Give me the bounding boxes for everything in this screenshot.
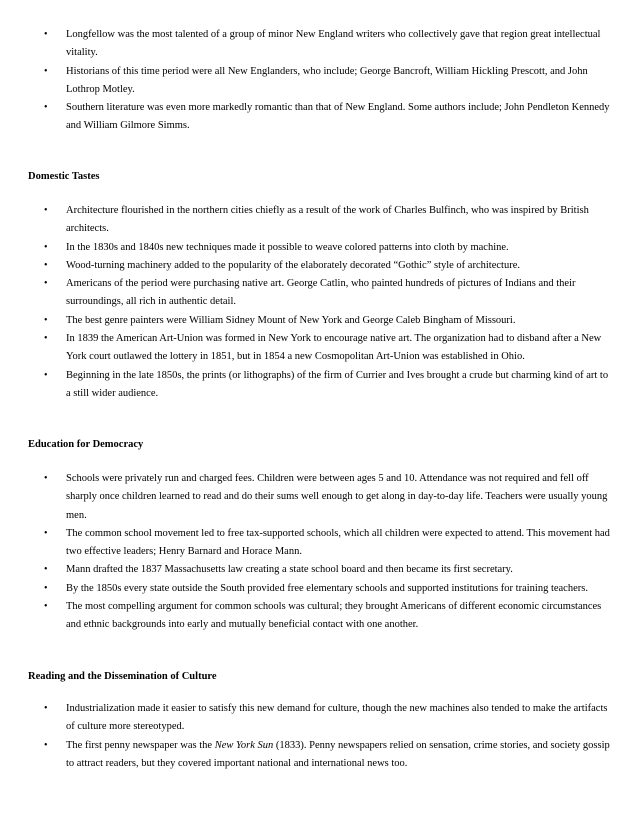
list-item: • In the 1830s and 1840s new techniques made it possible to weave colored patterns into cloth by machine. xyxy=(0,239,638,257)
list-item: • The most compelling argument for common schools was cultural; they brought Americans of different economic circumstances and ethnic backgrounds into early and mutually beneficial contact with one another. xyxy=(0,598,638,635)
bullet-icon: • xyxy=(44,564,48,576)
bullet-icon: • xyxy=(44,739,48,751)
bullet-icon: • xyxy=(44,601,48,613)
section-heading-reading-dissemination: Reading and the Dissemination of Culture xyxy=(28,671,217,682)
bullet-icon: • xyxy=(44,205,48,216)
bullet-icon: • xyxy=(44,473,48,484)
list-item: • The common school movement led to free tax-supported schools, which all children were expected to attend. This movement had two effective leaders; Henry Barnard and Horace Mann. xyxy=(0,525,638,562)
domestic-tastes-bullet-list xyxy=(0,202,638,403)
list-item: • Industrialization made it easier to satisfy this new demand for culture, though the new machines also tended to make the artifacts of culture more stereotyped. xyxy=(0,700,638,737)
bullet-icon: • xyxy=(44,333,48,345)
bullet-icon: • xyxy=(44,527,48,539)
bullet-icon: • xyxy=(44,314,48,326)
bullet-icon: • xyxy=(44,241,48,253)
reading-bullet-list xyxy=(0,700,638,773)
section-heading-domestic-tastes: Domestic Tastes xyxy=(28,171,100,182)
bullet-icon: • xyxy=(44,278,48,290)
section-heading-education-for-democracy: Education for Democracy xyxy=(28,439,144,450)
intro-bullet-list xyxy=(0,26,638,136)
newspaper-title: New York Sun xyxy=(214,739,274,751)
list-item: • Americans of the period were purchasing native art. George Catlin, who painted hundreds of pictures of Indians and their surroundings, all rich in authentic detail. xyxy=(0,275,638,312)
list-item: • Historians of this time period were all New Englanders, who include; George Bancroft, William Hickling Prescott, and John Lothrop Motley. xyxy=(0,63,638,100)
bullet-icon: • xyxy=(44,703,48,714)
list-item: • Beginning in the late 1850s, the prints (or lithographs) of the firm of Currier and Ives brought a crude but charming kind of art to a still wider audience. xyxy=(0,367,638,404)
list-item: • The best genre painters were William Sidney Mount of New York and George Caleb Bingham of Missouri. xyxy=(0,312,638,330)
bullet-icon: • xyxy=(44,259,48,271)
list-item: • Wood-turning machinery added to the popularity of the elaborately decorated “Gothic” style of architecture. xyxy=(0,257,638,275)
education-bullet-list xyxy=(0,470,638,635)
bullet-icon: • xyxy=(44,369,48,381)
list-item: • Longfellow was the most talented of a group of minor New England writers who collectively gave that region great intellectual vitality. xyxy=(0,26,638,63)
bullet-icon: • xyxy=(44,29,48,40)
list-item: • Southern literature was even more markedly romantic than that of New England. Some authors include; John Pendleton Kennedy and William Gilmore Simms. xyxy=(0,99,638,136)
list-item: • Architecture flourished in the northern cities chiefly as a result of the work of Charles Bulfinch, who was inspired by British architects. xyxy=(0,202,638,239)
list-item: • By the 1850s every state outside the South provided free elementary schools and supported institutions for training teachers. xyxy=(0,580,638,598)
list-item: • Mann drafted the 1837 Massachusetts law creating a state school board and then became its first secretary. xyxy=(0,561,638,579)
list-item: • Schools were privately run and charged fees. Children were between ages 5 and 10. Attendance was not required and fell off sharply once children learned to read and do their sums well enough to get along in day-to-day life. Teachers were usually young men. xyxy=(0,470,638,525)
bullet-icon: • xyxy=(44,102,48,114)
bullet-icon: • xyxy=(44,65,48,77)
bullet-icon: • xyxy=(44,582,48,594)
list-item: • The first penny newspaper was the New York Sun (1833). Penny newspapers relied on sensation, crime stories, and society gossip to attract readers, but they covered important national and international news too. xyxy=(0,737,638,774)
list-item: • In 1839 the American Art-Union was formed in New York to encourage native art. The organization had to disband after a New York court outlawed the lottery in 1851, but in 1854 a new Cosmopolitan Art-Union was established in Ohio. xyxy=(0,330,638,367)
